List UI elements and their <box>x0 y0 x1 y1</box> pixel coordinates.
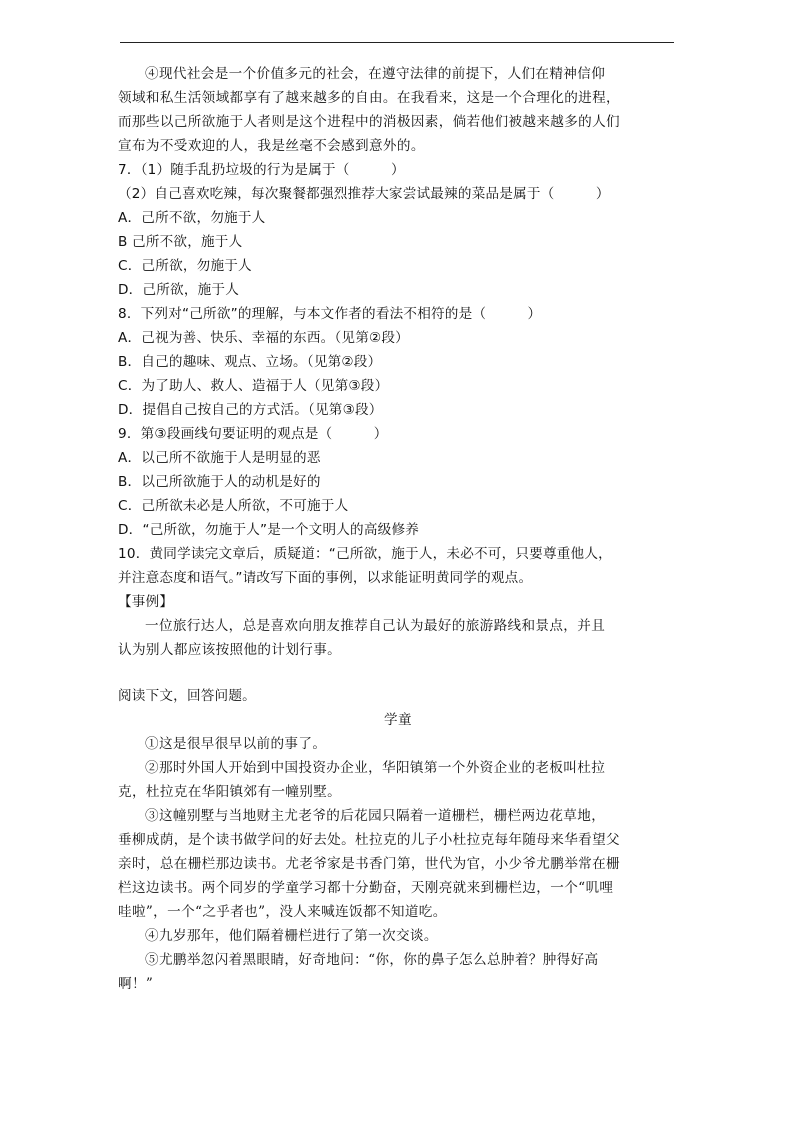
reading-paragraph: 栏这边读书。两个同岁的学童学习都十分勤奋，天刚亮就来到栅栏边，一个“叽哩 <box>118 880 614 896</box>
reading-paragraph: 亲时，总在栅栏那边读书。尤老爷家是书香门第，世代为官，小少爷尤鹏举常在栅 <box>118 856 620 872</box>
question-8-stem: 8．下列对“己所欲”的理解，与本文作者的看法不相符的是（ ） <box>118 306 542 322</box>
example-line: 一位旅行达人，总是喜欢向朋友推荐自己认为最好的旅游路线和景点，并且 <box>145 618 606 634</box>
option-b: B 己所不欲，施于人 <box>118 234 243 250</box>
question-10-line: 并注意态度和语气。”请改写下面的事例，以求能证明黄同学的观点。 <box>118 570 533 586</box>
document-page <box>118 62 678 996</box>
example-label: 【事例】 <box>118 594 174 610</box>
header-rule <box>120 42 674 43</box>
section-gap <box>118 662 678 684</box>
reading-instruction: 阅读下文，回答问题。 <box>118 688 256 704</box>
option-a: A．以己所不欲施于人是明显的恶 <box>118 450 321 466</box>
example-line: 认为别人都应该按照他的计划行事。 <box>118 642 342 658</box>
question-9-stem: 9．第③段画线句要证明的观点是（ ） <box>118 426 388 442</box>
reading-paragraph: 克，杜拉克在华阳镇郊有一幢别墅。 <box>118 784 342 800</box>
passage-line: 而那些以己所欲施于人者则是这个进程中的消极因素，倘若他们被越来越多的人们 <box>118 114 620 130</box>
question-7-part-2: （2）自己喜欢吃辣，每次聚餐都强烈推荐大家尝试最辣的菜品是属于（ ） <box>118 186 610 202</box>
option-d: D．己所欲，施于人 <box>118 282 240 298</box>
passage-line: 领域和私生活领域都享有了越来越多的自由。在我看来，这是一个合理化的进程， <box>118 90 620 106</box>
option-c: C．为了助人、救人、造福于人（见第③段） <box>118 378 389 394</box>
reading-paragraph: 垂柳成荫，是个读书做学问的好去处。杜拉克的儿子小杜拉克每年随母来华看望父 <box>118 832 620 848</box>
passage-line: ④现代社会是一个价值多元的社会，在遵守法律的前提下，人们在精神信仰 <box>145 66 606 82</box>
reading-paragraph: 啊！” <box>118 976 154 992</box>
option-c: C．己所欲，勿施于人 <box>118 258 252 274</box>
reading-paragraph: ①这是很早很早以前的事了。 <box>145 736 327 752</box>
reading-paragraph: ④九岁那年，他们隔着栅栏进行了第一次交谈。 <box>145 928 438 944</box>
option-a: A．己所不欲，勿施于人 <box>118 210 266 226</box>
reading-title: 学童 <box>384 712 412 728</box>
reading-paragraph: ②那时外国人开始到中国投资办企业，华阳镇第一个外资企业的老板叫杜拉 <box>145 760 606 776</box>
reading-paragraph: ⑤尤鹏举忽闪着黑眼睛，好奇地问：“你，你的鼻子怎么总肿着？肿得好高 <box>145 952 599 968</box>
option-a: A．己视为善、快乐、幸福的东西。（见第②段） <box>118 330 409 346</box>
option-b: B．以己所欲施于人的动机是好的 <box>118 474 321 490</box>
reading-paragraph: 哇啦”，一个“之乎者也”，没人来喊连饭都不知道吃。 <box>118 904 447 920</box>
option-d: D．提倡自己按自己的方式活。（见第③段） <box>118 402 383 418</box>
option-b: B．自己的趣味、观点、立场。（见第②段） <box>118 354 382 370</box>
question-7-part-1: 7．（1）随手乱扔垃圾的行为是属于（ ） <box>118 162 405 178</box>
option-d: D．“己所欲，勿施于人”是一个文明人的高级修养 <box>118 522 420 538</box>
passage-line: 宣布为不受欢迎的人，我是丝毫不会感到意外的。 <box>118 138 425 154</box>
option-c: C．己所欲未必是人所欲，不可施于人 <box>118 498 349 514</box>
reading-paragraph: ③这幢别墅与当地财主尤老爷的后花园只隔着一道栅栏，栅栏两边花草地， <box>145 808 606 824</box>
question-10-line: 10．黄同学读完文章后，质疑道：“己所欲，施于人，未必不可，只要尊重他人， <box>118 546 612 562</box>
